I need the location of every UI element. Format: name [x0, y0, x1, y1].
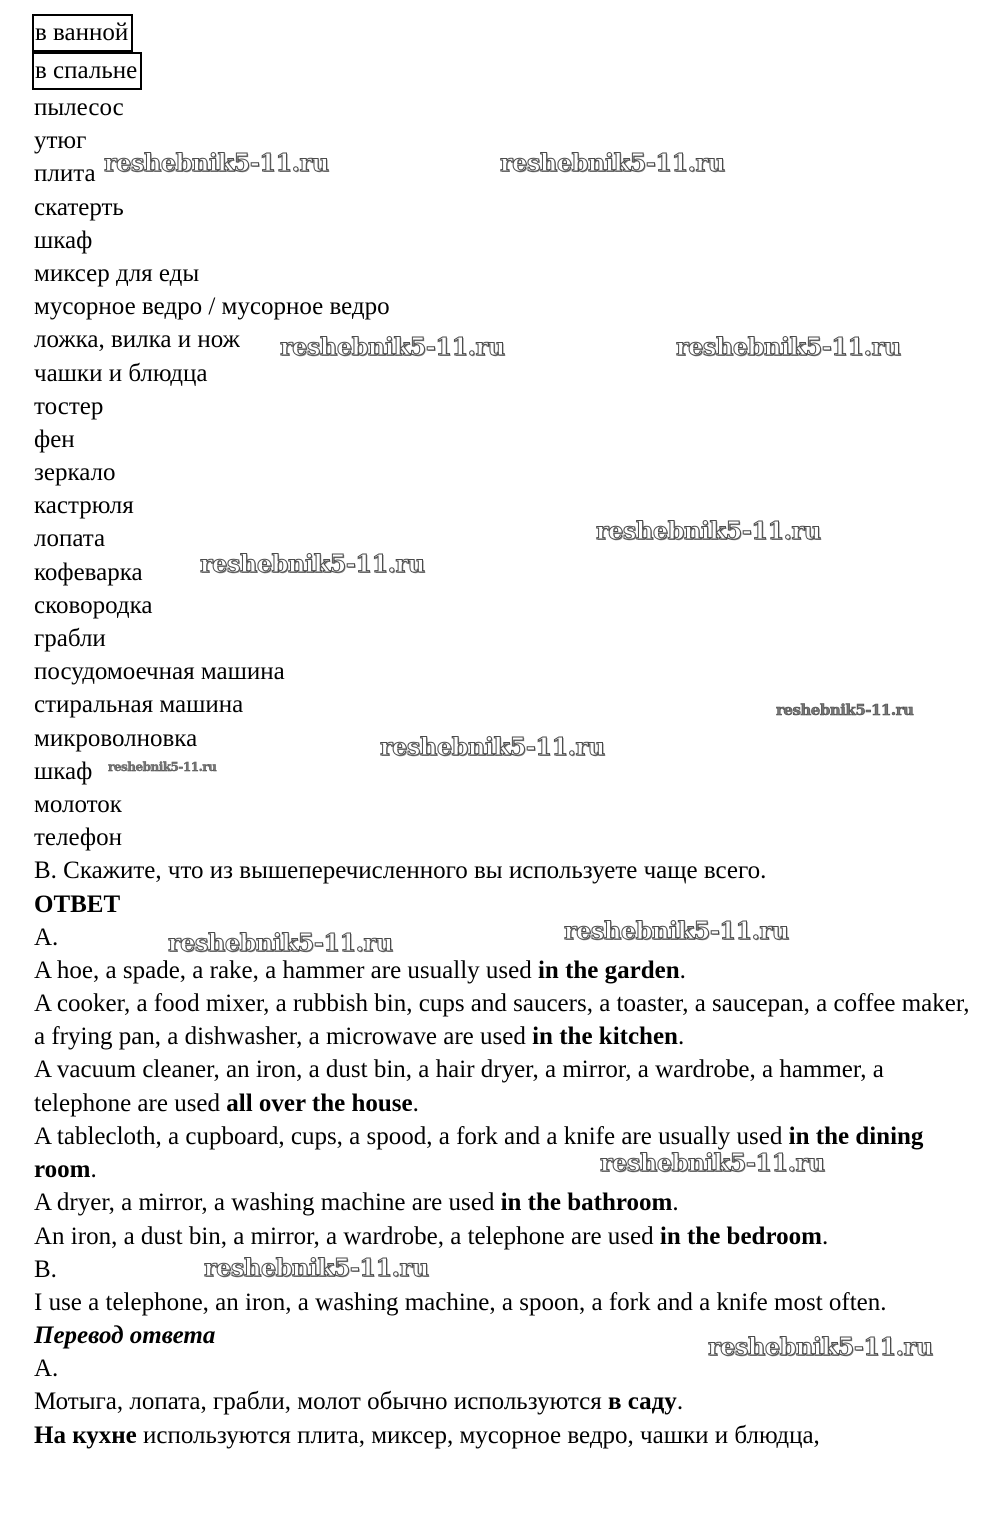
word-item: кастрюля — [34, 492, 134, 520]
word-item: плита — [34, 160, 96, 188]
watermark: reshebnik5-11.ru — [676, 332, 901, 361]
boxed-item — [34, 52, 984, 91]
word-item: ложка, вилка и нож — [34, 326, 240, 354]
word-item: посудомоечная машина — [34, 658, 285, 686]
word-item: мусорное ведро / мусорное ведро — [34, 293, 390, 321]
translation-location: в саду — [608, 1388, 677, 1416]
watermark: reshebnik5-11.ru — [776, 701, 914, 719]
word-item: шкаф — [34, 226, 93, 254]
watermark: reshebnik5-11.ru — [168, 928, 393, 957]
answer-location: in the kitchen — [532, 1023, 678, 1051]
watermark: reshebnik5-11.ru — [380, 732, 605, 761]
word-item: молоток — [34, 790, 122, 818]
answer-paragraph: A tablecloth, a cupboard, cups, a spood, a fork and a knife are usually used in the dining room. — [34, 1122, 924, 1184]
watermark: reshebnik5-11.ru — [200, 549, 425, 578]
answer-location: in the dining room — [34, 1122, 924, 1184]
word-item: фен — [34, 425, 75, 453]
answer-label-a: А. — [34, 923, 59, 951]
word-item: пылесос — [34, 94, 124, 121]
answer-paragraph: A vacuum cleaner, an iron, a dust bin, a hair dryer, a mirror, a wardrobe, a hammer, a telephone are used all over the house. — [34, 1056, 884, 1117]
word-item: сковородка — [34, 591, 153, 619]
answer-paragraph: A hoe, a spade, a rake, a hammer are usually used in the garden. — [34, 956, 686, 984]
translation-heading: Перевод ответа — [34, 1322, 216, 1350]
word-item: утюг — [34, 127, 87, 155]
word-item: лопата — [34, 525, 106, 553]
answer-location: in the bedroom — [659, 1222, 822, 1250]
boxed-label-bedroom: в спальне — [32, 52, 142, 90]
word-item: кофеварка — [34, 558, 143, 586]
word-item: скатерть — [34, 193, 124, 221]
answer-location: all over the house — [226, 1089, 413, 1117]
translation-paragraph: На кухне используются плита, миксер, мусорное ведро, чашки и блюдца, — [34, 1421, 820, 1449]
word-item: зеркало — [34, 459, 116, 487]
answer-paragraph: A dryer, a mirror, a washing machine are used in the bathroom. — [34, 1189, 679, 1217]
task-b-text: В. Скажите, что из вышеперечисленного вы используете чаще всего. — [34, 857, 767, 885]
answer-heading: ОТВЕТ — [34, 890, 121, 918]
word-item: шкаф — [34, 757, 93, 785]
translation-label-a: А. — [34, 1355, 59, 1383]
watermark: reshebnik5-11.ru — [108, 760, 217, 774]
watermark: reshebnik5-11.ru — [564, 916, 789, 945]
word-item: тостер — [34, 392, 104, 420]
word-item: микроволновка — [34, 724, 198, 752]
watermark: reshebnik5-11.ru — [104, 148, 329, 177]
answer-location: in the garden — [537, 956, 680, 984]
watermark: reshebnik5-11.ru — [204, 1253, 429, 1282]
answer-label-b: B. — [34, 1255, 57, 1283]
watermark: reshebnik5-11.ru — [600, 1148, 825, 1177]
watermark: reshebnik5-11.ru — [500, 148, 725, 177]
answer-b-text: I use a telephone, an iron, a washing machine, a spoon, a fork and a knife most often. — [34, 1288, 887, 1316]
answer-paragraph: A cooker, a food mixer, a rubbish bin, cups and saucers, a toaster, a saucepan, a coffee maker, a frying pan, a dishwasher, a microwave are used in the kitchen. — [34, 990, 970, 1051]
boxed-label-bathroom: в ванной — [32, 14, 133, 52]
boxed-item — [34, 14, 984, 53]
word-item: миксер для еды — [34, 259, 200, 287]
answer-location: in the bathroom — [500, 1189, 673, 1217]
answer-paragraph: An iron, a dust bin, a mirror, a wardrobe, a telephone are used in the bedroom. — [34, 1222, 829, 1250]
word-item: стиральная машина — [34, 691, 244, 719]
translation-paragraph: Мотыга, лопата, грабли, молот обычно используются в саду. — [34, 1388, 684, 1416]
watermark: reshebnik5-11.ru — [708, 1332, 933, 1361]
word-item: чашки и блюдца — [34, 359, 208, 387]
translation-location: На кухне — [34, 1421, 137, 1449]
watermark: reshebnik5-11.ru — [280, 332, 505, 361]
watermark: reshebnik5-11.ru — [596, 516, 821, 545]
word-item: телефон — [34, 824, 122, 852]
word-item: грабли — [34, 625, 106, 652]
